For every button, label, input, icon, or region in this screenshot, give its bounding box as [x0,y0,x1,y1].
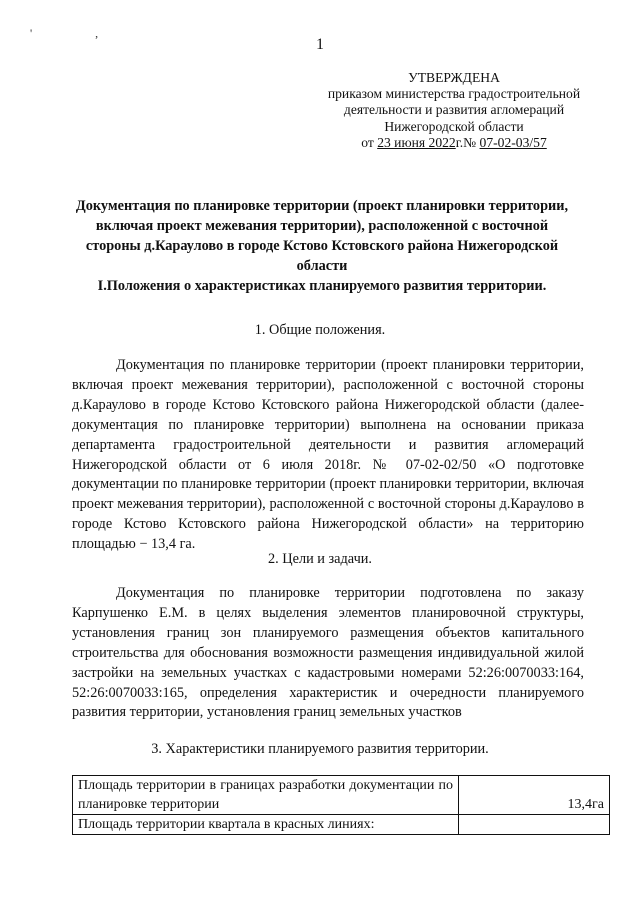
approval-date-line [318,135,590,151]
table-row [73,776,610,815]
table-row [73,815,610,835]
approval-order-number: 07-02-03/57 [479,134,547,150]
characteristics-heading: 3. Характеристики планируемого развития территории. [151,741,489,757]
approval-line: деятельности и развития агломераций [343,102,565,118]
document-title: Документация по планировке территории (проект планировки территории, включая проект межевания территории), расположенной с восточной стороны д.Караулово в городе Кстово Кстовского района Нижегородской области [75,198,569,274]
table-cell-value: 13,4га [459,776,610,815]
approval-number-prefix: г.№ [455,134,480,150]
general-heading: 1. Общие положения. [254,322,386,338]
approval-line: Нижегородской области [384,118,524,134]
goals-heading: 2. Цели и задачи. [267,551,372,567]
page-number: 1 [316,36,324,53]
scan-specks: ' , [30,26,129,40]
goals-paragraph: Документация по планировке территории подготовлена по заказу Карпушенко Е.М. в целях выделения элементов планировочной структуры, установления границ зон планируемого размещения объектов капитального строительства для обоснования возможности размещения индивидуальной жилой застройки на земельных участках с кадастровыми номерами 52:26:0070033:164, 52:26:0070033:165, определения характеристик и очередности планируемого развития территории, установления границ земельных участков [72,585,584,721]
characteristics-table [72,775,610,835]
table-cell-label: Площадь территории в границах разработки документации по планировке территории [73,776,459,815]
section-title: I.Положения о характеристиках планируемого развития территории. [97,278,547,294]
table-cell-label: Площадь территории квартала в красных линиях: [73,815,459,835]
approval-line: приказом министерства градостроительной [327,86,581,102]
approval-date: 23 июня 2022 [377,134,456,150]
approval-stamp [318,70,590,151]
table-cell-value [459,815,610,835]
general-paragraph: Документация по планировке территории (проект планировки территории, включая проект межевания территории), расположенной с восточной стороны д.Караулово в городе Кстово Кстовского района Нижегородской области (далее-документация по планировке территории) выполнена на основании приказа департамента градостроительной деятельности и развития агломераций Нижегородской области от 6 июля 2018г. № 07-02-02/50 «О подготовке документации по планировке территории (проект планировки территории, включая проект межевания территории), расположенной с восточной стороны д.Караулово в городе Кстово Кстовского района Нижегородской области» на территорию площадью − 13,4 га. [72,357,584,553]
approval-heading: УТВЕРЖДЕНА [408,70,500,85]
approval-date-prefix: от [361,134,378,150]
